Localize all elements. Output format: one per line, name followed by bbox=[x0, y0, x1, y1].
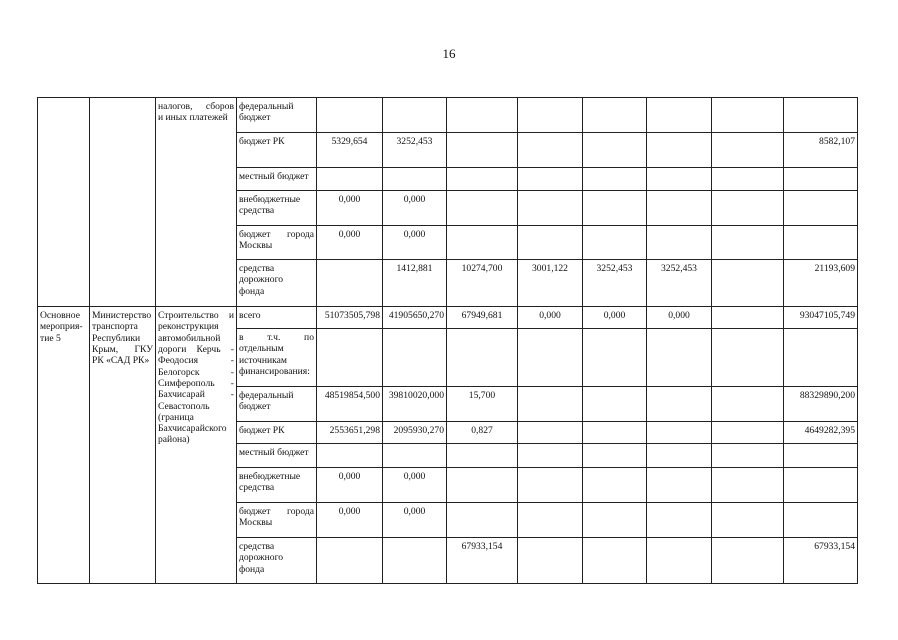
value-cell bbox=[518, 468, 583, 503]
value-cell bbox=[583, 133, 647, 168]
value-cell: 0,000 bbox=[317, 191, 383, 226]
value-cell: 15,700 bbox=[447, 387, 518, 422]
financing-table bbox=[37, 97, 858, 584]
value-cell: 48519854,500 bbox=[317, 387, 383, 422]
executor-cell-empty bbox=[90, 98, 156, 307]
value-cell bbox=[712, 387, 784, 422]
value-cell bbox=[712, 98, 784, 133]
value-cell bbox=[583, 444, 647, 468]
value-cell bbox=[647, 468, 712, 503]
executor-cell bbox=[90, 307, 156, 584]
description-cell bbox=[156, 98, 237, 307]
description-text: автомобильной bbox=[158, 332, 221, 344]
measure-cell-empty bbox=[38, 98, 90, 307]
value-cell bbox=[712, 329, 784, 387]
value-cell: 1412,881 bbox=[383, 260, 447, 307]
value-cell bbox=[583, 329, 647, 387]
total-cell bbox=[784, 191, 858, 226]
value-cell bbox=[647, 98, 712, 133]
value-cell bbox=[317, 260, 383, 307]
total-cell bbox=[784, 444, 858, 468]
source-cell: бюджет РК bbox=[237, 422, 317, 444]
value-cell: 2095930,270 bbox=[383, 422, 447, 444]
measure-label: тие 5 bbox=[40, 332, 61, 344]
table-row bbox=[38, 307, 858, 329]
value-cell bbox=[712, 307, 784, 329]
description-text: Бахчисарай - bbox=[158, 389, 234, 401]
value-cell bbox=[447, 444, 518, 468]
total-cell: 88329890,200 bbox=[784, 387, 858, 422]
value-cell bbox=[383, 444, 447, 468]
description-text: и иных платежей bbox=[158, 112, 228, 124]
value-cell bbox=[583, 422, 647, 444]
value-cell bbox=[647, 444, 712, 468]
executor-text: Министерство bbox=[92, 310, 152, 321]
source-cell: средства дорожного фонда bbox=[237, 260, 317, 307]
value-cell bbox=[383, 538, 447, 584]
value-cell: 0,000 bbox=[647, 307, 712, 329]
value-cell: 3001,122 bbox=[518, 260, 583, 307]
description-cell bbox=[156, 307, 237, 584]
value-cell bbox=[647, 538, 712, 584]
source-cell: в т.ч. по отдельным источникам финансирования: bbox=[237, 329, 317, 387]
value-cell bbox=[383, 98, 447, 133]
description-text: Симферополь - bbox=[158, 377, 234, 389]
value-cell bbox=[518, 503, 583, 538]
value-cell bbox=[518, 191, 583, 226]
value-cell bbox=[518, 133, 583, 168]
value-cell bbox=[447, 168, 518, 191]
value-cell bbox=[712, 468, 784, 503]
value-cell bbox=[712, 226, 784, 260]
value-cell bbox=[447, 191, 518, 226]
value-cell bbox=[583, 503, 647, 538]
total-cell: 67933,154 bbox=[784, 538, 858, 584]
total-cell bbox=[784, 329, 858, 387]
value-cell bbox=[447, 98, 518, 133]
value-cell bbox=[583, 226, 647, 260]
value-cell bbox=[647, 191, 712, 226]
value-cell bbox=[447, 503, 518, 538]
total-cell: 4649282,395 bbox=[784, 422, 858, 444]
value-cell: 3252,453 bbox=[383, 133, 447, 168]
value-cell bbox=[712, 444, 784, 468]
value-cell: 39810020,000 bbox=[383, 387, 447, 422]
value-cell bbox=[647, 387, 712, 422]
value-cell bbox=[583, 191, 647, 226]
total-cell: 8582,107 bbox=[784, 133, 858, 168]
value-cell: 10274,700 bbox=[447, 260, 518, 307]
executor-text: Республики bbox=[92, 332, 141, 344]
value-cell bbox=[447, 329, 518, 387]
source-cell: всего bbox=[237, 307, 317, 329]
value-cell bbox=[712, 260, 784, 307]
value-cell: 5329,654 bbox=[317, 133, 383, 168]
value-cell bbox=[518, 226, 583, 260]
value-cell bbox=[317, 329, 383, 387]
value-cell: 0,000 bbox=[383, 226, 447, 260]
value-cell bbox=[583, 168, 647, 191]
value-cell bbox=[317, 538, 383, 584]
value-cell bbox=[317, 98, 383, 133]
description-text: Строительство и bbox=[158, 310, 234, 321]
value-cell: 0,000 bbox=[317, 468, 383, 503]
value-cell: 0,000 bbox=[317, 226, 383, 260]
source-cell: бюджет РК bbox=[237, 133, 317, 168]
value-cell bbox=[647, 422, 712, 444]
measure-label: Основное bbox=[40, 310, 80, 321]
value-cell bbox=[447, 226, 518, 260]
total-cell: 21193,609 bbox=[784, 260, 858, 307]
description-text: Бахчисарайского bbox=[158, 423, 227, 435]
value-cell bbox=[317, 444, 383, 468]
value-cell: 0,000 bbox=[383, 468, 447, 503]
value-cell bbox=[583, 538, 647, 584]
source-cell: бюджет города Москвы bbox=[237, 503, 317, 538]
total-cell bbox=[784, 503, 858, 538]
executor-text: РК «САД РК» bbox=[92, 355, 150, 367]
description-text: (граница bbox=[158, 411, 194, 423]
value-cell bbox=[647, 226, 712, 260]
value-cell: 0,000 bbox=[583, 307, 647, 329]
description-text: Феодосия - bbox=[158, 355, 234, 367]
description-text: реконструкция bbox=[158, 321, 219, 333]
measure-label: мероприя- bbox=[40, 321, 83, 333]
value-cell: 67933,154 bbox=[447, 538, 518, 584]
description-text: дороги Керчь - bbox=[158, 343, 234, 355]
source-cell: местный бюджет bbox=[237, 444, 317, 468]
value-cell bbox=[447, 133, 518, 168]
value-cell bbox=[518, 387, 583, 422]
value-cell: 51073505,798 bbox=[317, 307, 383, 329]
value-cell bbox=[518, 444, 583, 468]
value-cell: 67949,681 bbox=[447, 307, 518, 329]
description-text: района) bbox=[158, 434, 190, 446]
value-cell bbox=[583, 98, 647, 133]
source-cell: внебюджетные средства bbox=[237, 191, 317, 226]
value-cell bbox=[317, 168, 383, 191]
value-cell: 0,000 bbox=[518, 307, 583, 329]
value-cell bbox=[647, 503, 712, 538]
description-text: Севастополь bbox=[158, 400, 210, 412]
value-cell: 0,000 bbox=[383, 191, 447, 226]
source-cell: федеральный бюджет bbox=[237, 387, 317, 422]
value-cell bbox=[383, 329, 447, 387]
value-cell bbox=[712, 168, 784, 191]
value-cell: 2553651,298 bbox=[317, 422, 383, 444]
total-cell bbox=[784, 98, 858, 133]
value-cell bbox=[647, 133, 712, 168]
value-cell bbox=[518, 168, 583, 191]
value-cell bbox=[712, 422, 784, 444]
value-cell bbox=[583, 387, 647, 422]
value-cell bbox=[583, 468, 647, 503]
source-cell: федеральный бюджет bbox=[237, 98, 317, 133]
source-cell: средства дорожного фонда bbox=[237, 538, 317, 584]
value-cell bbox=[712, 133, 784, 168]
value-cell bbox=[712, 503, 784, 538]
executor-text: Крым, ГКУ bbox=[92, 343, 153, 355]
value-cell bbox=[383, 168, 447, 191]
measure-cell bbox=[38, 307, 90, 584]
source-cell: бюджет города Москвы bbox=[237, 226, 317, 260]
value-cell bbox=[647, 168, 712, 191]
source-cell: внебюджетные средства bbox=[237, 468, 317, 503]
value-cell: 41905650,270 bbox=[383, 307, 447, 329]
value-cell: 0,000 bbox=[383, 503, 447, 538]
table-row bbox=[38, 98, 858, 133]
total-cell bbox=[784, 468, 858, 503]
executor-text: транспорта bbox=[92, 321, 138, 333]
total-cell bbox=[784, 226, 858, 260]
value-cell bbox=[447, 468, 518, 503]
value-cell: 3252,453 bbox=[583, 260, 647, 307]
value-cell: 3252,453 bbox=[647, 260, 712, 307]
value-cell bbox=[518, 329, 583, 387]
value-cell: 0,000 bbox=[317, 503, 383, 538]
page-number: 16 bbox=[442, 46, 456, 61]
value-cell bbox=[518, 538, 583, 584]
total-cell bbox=[784, 168, 858, 191]
description-text: налогов, сборов bbox=[158, 101, 234, 112]
value-cell bbox=[518, 98, 583, 133]
value-cell bbox=[712, 538, 784, 584]
value-cell bbox=[712, 191, 784, 226]
source-cell: местный бюджет bbox=[237, 168, 317, 191]
value-cell bbox=[647, 329, 712, 387]
value-cell: 0,827 bbox=[447, 422, 518, 444]
total-cell: 93047105,749 bbox=[784, 307, 858, 329]
value-cell bbox=[518, 422, 583, 444]
description-text: Белогорск - bbox=[158, 366, 234, 378]
